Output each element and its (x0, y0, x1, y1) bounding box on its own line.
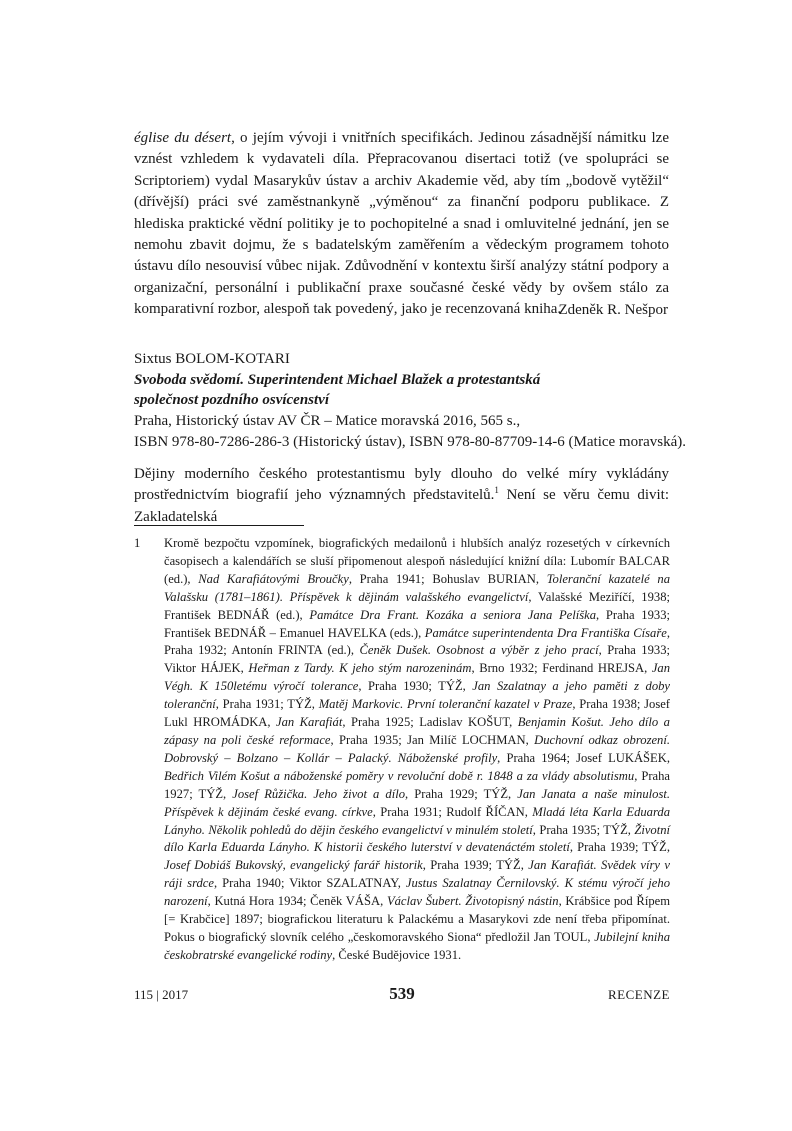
footnote-text-run: , Praha 1933; Viktor HÁJEK, (164, 643, 670, 676)
footnote-title-italic: Toleranční kazatelé na Valašsku (1781–1861). Příspěvek k dějinám valašského evangelictví (164, 571, 670, 604)
footnote-title-italic: Václav Šubert. Životopisný nástin (386, 894, 559, 909)
book-isbn: ISBN 978-80-7286-286-3 (Historický ústav), ISBN 978-80-87709-14-6 (Matice moravská). (134, 433, 686, 450)
journal-issue: 115 | 2017 (134, 987, 189, 1002)
footnote-title-italic: Jan Janata a naše minulost. Příspěvek k dějinám české evang. církve (164, 786, 670, 819)
footnote-text-run: , Brno 1932; Ferdinand HREJSA, (471, 661, 652, 676)
footnote-text-run: , Praha 1933; František BEDNÁŘ – Emanuel HAVELKA (eds.), (164, 607, 670, 640)
footnote-divider (134, 525, 304, 526)
footnote-text-run: , Praha 1929; TÝŽ, (405, 786, 518, 801)
footnote-reference[interactable]: 1 (494, 485, 499, 496)
footnote-text-run: , Praha 1935; TÝŽ, (532, 822, 635, 837)
footnote-title-italic: Památce Dra Frant. Kozáka a seniora Jana Pelíška (309, 607, 597, 622)
footnote-text-run: , České Budějovice 1931. (332, 947, 462, 962)
footnote-title-italic: Jan Szalatnay a jeho paměti z doby toleranční (164, 679, 671, 712)
footnote-title-italic: Jan Végh. K 150letému výročí tolerance (164, 661, 671, 694)
footnote-title-italic: Čeněk Dušek. Osobnost a výběr z jeho prací (359, 643, 599, 658)
book-title-line-2: společnost pozdního osvícenství (134, 392, 330, 409)
footnote-text-run: , Praha 1931; Rudolf ŘÍČAN, (372, 804, 533, 819)
footnote (134, 535, 670, 965)
section-name: RECENZE (608, 987, 670, 1002)
review-opening-paragraph (134, 464, 669, 528)
footnote-text-run: , Praha 1938; Josef Lukl HROMÁDKA, (164, 697, 670, 730)
footnote-title-italic: Jubilejní kniha českobratrské evangelické rodiny (164, 929, 670, 962)
review-closing-paragraph (134, 128, 669, 321)
book-bibliography (134, 349, 686, 453)
footnote-title-italic: Životní dílo Karla Eduarda Lányho. K historii českého luterství v devatenáctém století (164, 822, 670, 855)
page-number: 539 (389, 984, 415, 1003)
footnote-title-italic: Památce superintendenta Dra Františka Císaře (424, 625, 667, 640)
footnote-text-run: , Praha 1939; TÝŽ, (422, 858, 529, 873)
footnote-number: 1 (134, 536, 141, 550)
footnote-text-run: Kromě bezpočtu vzpomínek, biografických medailonů i hlubších analýz rozesetých v církevních časopisech a kalendářích se sluší připomenout alespoň následující knižní díla: Lubomír BALCAR (ed.), (164, 536, 670, 586)
footnote-text-run: , Praha 1964; Josef LUKÁŠEK, (497, 750, 670, 765)
footnote-text-run: , Praha 1932; Antonín FRINTA (ed.), (164, 625, 671, 658)
italic-lead: église du désert (134, 130, 232, 146)
footnote-title-italic: Mladá léta Karla Eduarda Lányho. Několik pohledů do dějin českého evangelictví v minulém století (164, 804, 670, 837)
footnote-title-italic: Bedřich Vilém Košut a náboženské poměry v revoluční době r. 1848 a za vlády absolutismu (164, 768, 635, 783)
footnote-text-run: , Praha 1927; TÝŽ, (164, 768, 670, 801)
footnote-text (164, 535, 670, 965)
footnote-title-italic: Justus Szalatnay Černilovský. K stému výročí jeho narození (164, 876, 670, 909)
book-title-line-1: Svoboda svědomí. Superintendent Michael Blažek a protestantská (134, 371, 541, 388)
paragraph-text-b: Není se věru čemu divit: Zakladatelská (134, 487, 669, 525)
footnote-title-italic: Matěj Markovic. První toleranční kazatel v Praze (318, 697, 573, 712)
footnote-title-italic: Nad Karafiátovými Broučky (198, 571, 349, 586)
book-publisher: Praha, Historický ústav AV ČR – Matice moravská 2016, 565 s., (134, 413, 521, 430)
footnote-title-italic: Duchovní odkaz obrození. Dobrovský – Bolzano – Kollár – Palacký. Náboženské profily (164, 732, 670, 765)
footnote-text-run: , Krábšice pod Řípem [= Krabčice] 1897; biografickou literaturu k Palackému a Masarykovi zde není třeba připomínat. Pokus o biografický slovník celého „českomoravského Siona“ předložil Jan TOUL, (164, 894, 671, 944)
footnote-title-italic: Benjamin Košut. Jeho dílo a zápasy na poli české reformace (164, 715, 670, 747)
footnote-title-italic: Jan Karafiát. Svědek víry v ráji srdce (164, 858, 670, 891)
footnote-text-run: , Praha 1940; Viktor SZALATNAY, (214, 876, 406, 891)
footnote-text-run: , Praha 1941; Bohuslav BURIAN, (348, 571, 547, 586)
footnote-text-run: , Praha 1939; TÝŽ, (569, 840, 671, 855)
book-author: Sixtus BOLOM-KOTARI (134, 351, 290, 367)
paragraph-text-a: Dějiny moderního českého protestantismu byly dlouho do velké míry vykládány prostřednictvím biografií jeho významných představitelů. (134, 466, 669, 504)
footnote-text-run: , Praha 1930; TÝŽ, (358, 679, 473, 694)
footnote-text-run: , Praha 1931; TÝŽ, (215, 697, 319, 712)
footnote-title-italic: Heřman z Tardy. K jeho stým narozeninám (248, 661, 472, 676)
reviewer-signature: Zdeněk R. Nešpor (558, 302, 668, 318)
footnote-text-run: , Valašské Meziříčí, 1938; František BEDNÁŘ (ed.), (164, 589, 670, 622)
footnote-text-run: , Praha 1935; Jan Milíč LOCHMAN, (330, 732, 535, 747)
footnote-title-italic: Josef Růžička. Jeho život a dílo (232, 786, 406, 801)
footnote-title-italic: Josef Dobiáš Bukovský, evangelický farář historik (164, 858, 423, 873)
footnote-text-run: , Praha 1925; Ladislav KOŠUT, (342, 715, 518, 730)
footnote-text-run: , Kutná Hora 1934; Čeněk VÁŠA, (207, 894, 387, 909)
paragraph-text: , o jejím vývoji i vnitřních specifikách. Jedinou zásadnější námitku lze vznést vzhledem k vydavateli díla. Přepracovanou disertaci totiž (ve spolupráci se Scriptoriem) vydal Masarykův ústav a archiv Akademie věd, aby tím „bodově vytěžil“ (dřívější) práci své zaměstnankyně „výměnou“ za finanční podporu publikace. Z hlediska praktické vědní politiky je to pochopitelné a snad i omluvitelné jednání, jen se nemohu zbavit dojmu, že s badatelským zaměřením a vědeckým programem tohoto ústavu dílo nesouvisí vůbec nijak. Zdůvodnění v kontextu širší analýzy státní podpory a organizační, personální i publikační praxe současné české vědy by ovšem stálo za komparativní rozbor, alespoň tak povedený, jako je recenzovaná kniha. (134, 130, 669, 318)
footnote-title-italic: Jan Karafiát (276, 715, 343, 730)
